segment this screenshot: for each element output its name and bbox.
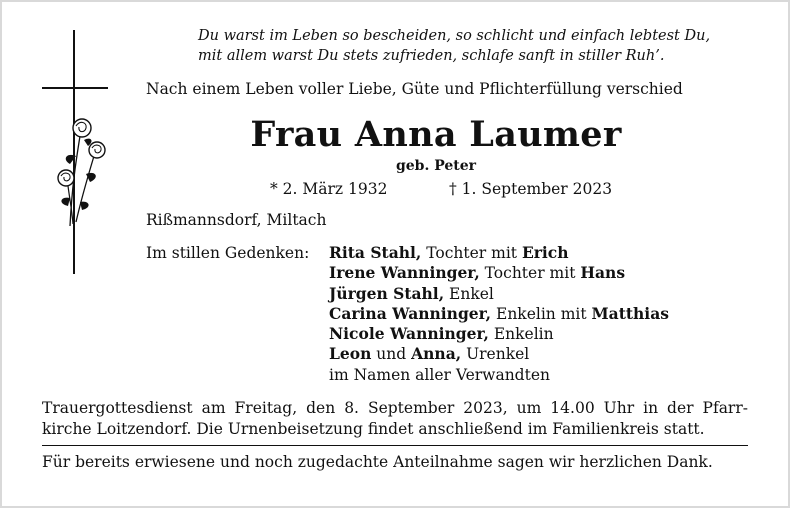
intro-text: Nach einem Leben voller Liebe, Güte und Pflichterfüllung verschied bbox=[146, 80, 683, 98]
poem-quote bbox=[198, 26, 778, 66]
birth-date: * 2. März 1932 bbox=[270, 180, 388, 198]
mourner-name: Anna, bbox=[411, 344, 462, 364]
mourner-row bbox=[329, 284, 669, 304]
mourner-row bbox=[329, 304, 669, 324]
mourner-name: Nicole Wanninger, bbox=[329, 324, 489, 344]
mourner-relation: Enkel bbox=[444, 284, 494, 303]
mourner-row bbox=[329, 263, 669, 283]
mourner-conjunction: und bbox=[371, 345, 412, 364]
mourner-relation: Urenkel bbox=[461, 345, 530, 364]
cross-with-roses-icon bbox=[40, 26, 120, 276]
mourner-name: Carina Wanninger, bbox=[329, 303, 492, 323]
mourners-list bbox=[329, 243, 669, 385]
mourner-relation: Enkelin bbox=[488, 325, 554, 344]
service-line-2: kirche Loitzendorf. Die Urnenbeisetzung findet anschließend im Familienkreis statt. bbox=[42, 420, 705, 438]
quote-line-1: Du warst im Leben so bescheiden, so schlicht und einfach lebtest Du, bbox=[198, 28, 711, 44]
mourner-name: Irene Wanninger, bbox=[329, 263, 480, 283]
service-line-1: Trauergottesdienst am Freitag, den 8. September 2023, um 14.00 Uhr in der Pfarr- bbox=[42, 399, 748, 417]
maiden-name: geb. Peter bbox=[395, 158, 477, 174]
mourner-row-all-relatives: im Namen aller Verwandten bbox=[329, 365, 550, 384]
mourner-relation: Enkelin mit bbox=[491, 304, 592, 323]
mourner-partner: Hans bbox=[580, 263, 626, 283]
funeral-service-text bbox=[42, 398, 748, 440]
mourner-partner: Erich bbox=[521, 243, 569, 262]
mourner-relation: Tochter mit bbox=[421, 244, 522, 262]
divider-line bbox=[42, 445, 748, 446]
mourner-relation: Tochter mit bbox=[479, 264, 581, 283]
mourner-row bbox=[329, 324, 669, 344]
thanks-text: Für bereits erwiesene und noch zugedachte Anteilnahme sagen wir herzlichen Dank. bbox=[42, 453, 713, 471]
mourners-label: Im stillen Gedenken: bbox=[146, 244, 310, 262]
residence-place: Rißmannsdorf, Miltach bbox=[146, 211, 327, 229]
death-date: † 1. September 2023 bbox=[449, 180, 613, 198]
mourner-row bbox=[329, 344, 669, 364]
mourner-row bbox=[329, 243, 669, 263]
deceased-name: Frau Anna Laumer bbox=[250, 114, 622, 155]
mourner-name: Leon bbox=[329, 344, 372, 364]
mourner-partner: Matthias bbox=[591, 303, 669, 323]
quote-line-2: mit allem warst Du stets zufrieden, schlafe sanft in stiller Ruh’. bbox=[198, 48, 665, 64]
mourner-name: Jürgen Stahl, bbox=[329, 283, 445, 303]
mourner-name: Rita Stahl, bbox=[329, 243, 422, 262]
